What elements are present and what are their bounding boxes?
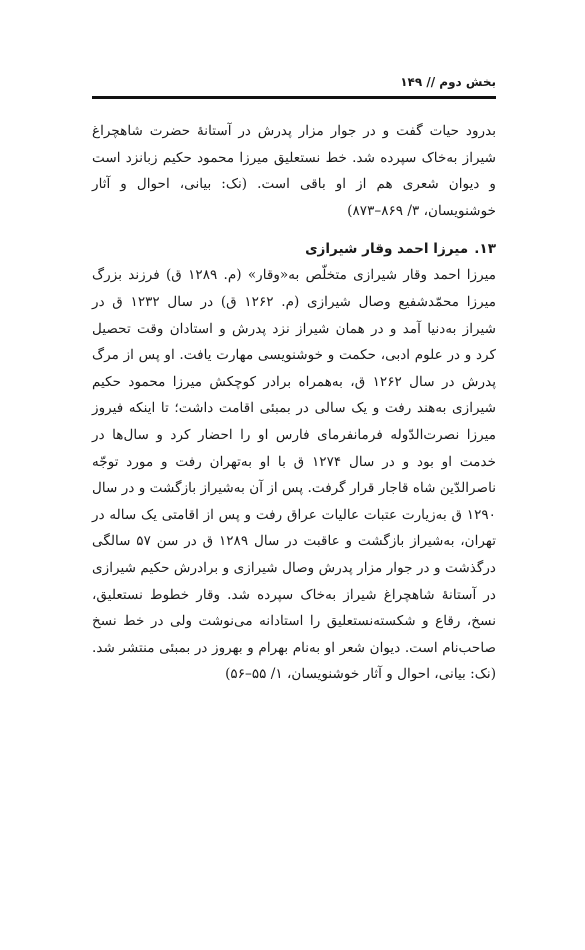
- section-title: میرزا احمد وقار شیرازی: [305, 241, 469, 258]
- section-paragraph: میرزا احمد وقار شیرازی متخلّص به«وقار» (م. ۱۲۸۹ ق) فرزند بزرگ میرزا محمّدشفیع وصال شیرازی (م. ۱۲۶۲ ق) در سال ۱۲۳۲ ق در شیراز به‌دنیا آمد و در همان شیراز نزد پدرش و استادان وقت تحصیل کرد و در علوم ادبی، حکمت و خوشنویسی مهارت یافت. او پس از مرگ پدرش در سال ۱۲۶۲ ق، به‌همراه برادر کوچکش میرزا محمود حکیم شیرازی به‌هند رفت و یک سالی در بمبئی اقامت داشت؛ تا اینکه فیروز میرزا نصرت‌الدّوله فرمانفرمای فارس او را احضار کرد و سال‌ها در خدمت او بود و در سال ۱۲۷۴ ق با او به‌تهران رفت و مورد توجّه ناصرالدّین شاه قاجار قرار گرفت. پس از آن به‌شیراز بازگشت و در سال ۱۲۹۰ ق به‌زیارت عتبات عالیات عراق رفت و پس از اقامتی یک ساله در تهران، به‌شیراز بازگشت و عاقبت در سال ۱۲۸۹ ق در سن ۵۷ سالگی درگذشت و در جوار مزار پدرش وصال شیرازی و برادرش حکیم شیرازی در آستانهٔ شاهچراغ شیراز به‌خاک سپرده شد. وقار خطوط نستعلیق، نسخ، رقاع و شکسته‌نستعلیق را استادانه می‌نوشت ولی در خط نسخ صاحب‌نام است. دیوان شعر او به‌نام بهرام و بهروز در بمبئی منتشر شد. (نک: بیانی، احوال و آثار خوشنویسان، ۱/ ۵۵–۵۶): [92, 267, 497, 683]
- page-body: [92, 118, 496, 688]
- running-head-text: بخش دوم // ۱۴۹: [400, 75, 496, 89]
- section-heading: [92, 236, 496, 262]
- running-head: [92, 72, 496, 92]
- intro-paragraph: بدرود حیات گفت و در جوار مزار پدرش در آستانهٔ حضرت شاهچراغ شیراز به‌خاک سپرده شد. خط نستعلیق میرزا محمود حکیم زبانزد است و دیوان شعری هم از او باقی است. (نک: بیانی، احوال و آثار خوشنویسان، ۳/ ۸۶۹–۸۷۳): [92, 123, 496, 219]
- header-rule: [92, 96, 496, 99]
- section-number: ۱۳.: [474, 241, 496, 258]
